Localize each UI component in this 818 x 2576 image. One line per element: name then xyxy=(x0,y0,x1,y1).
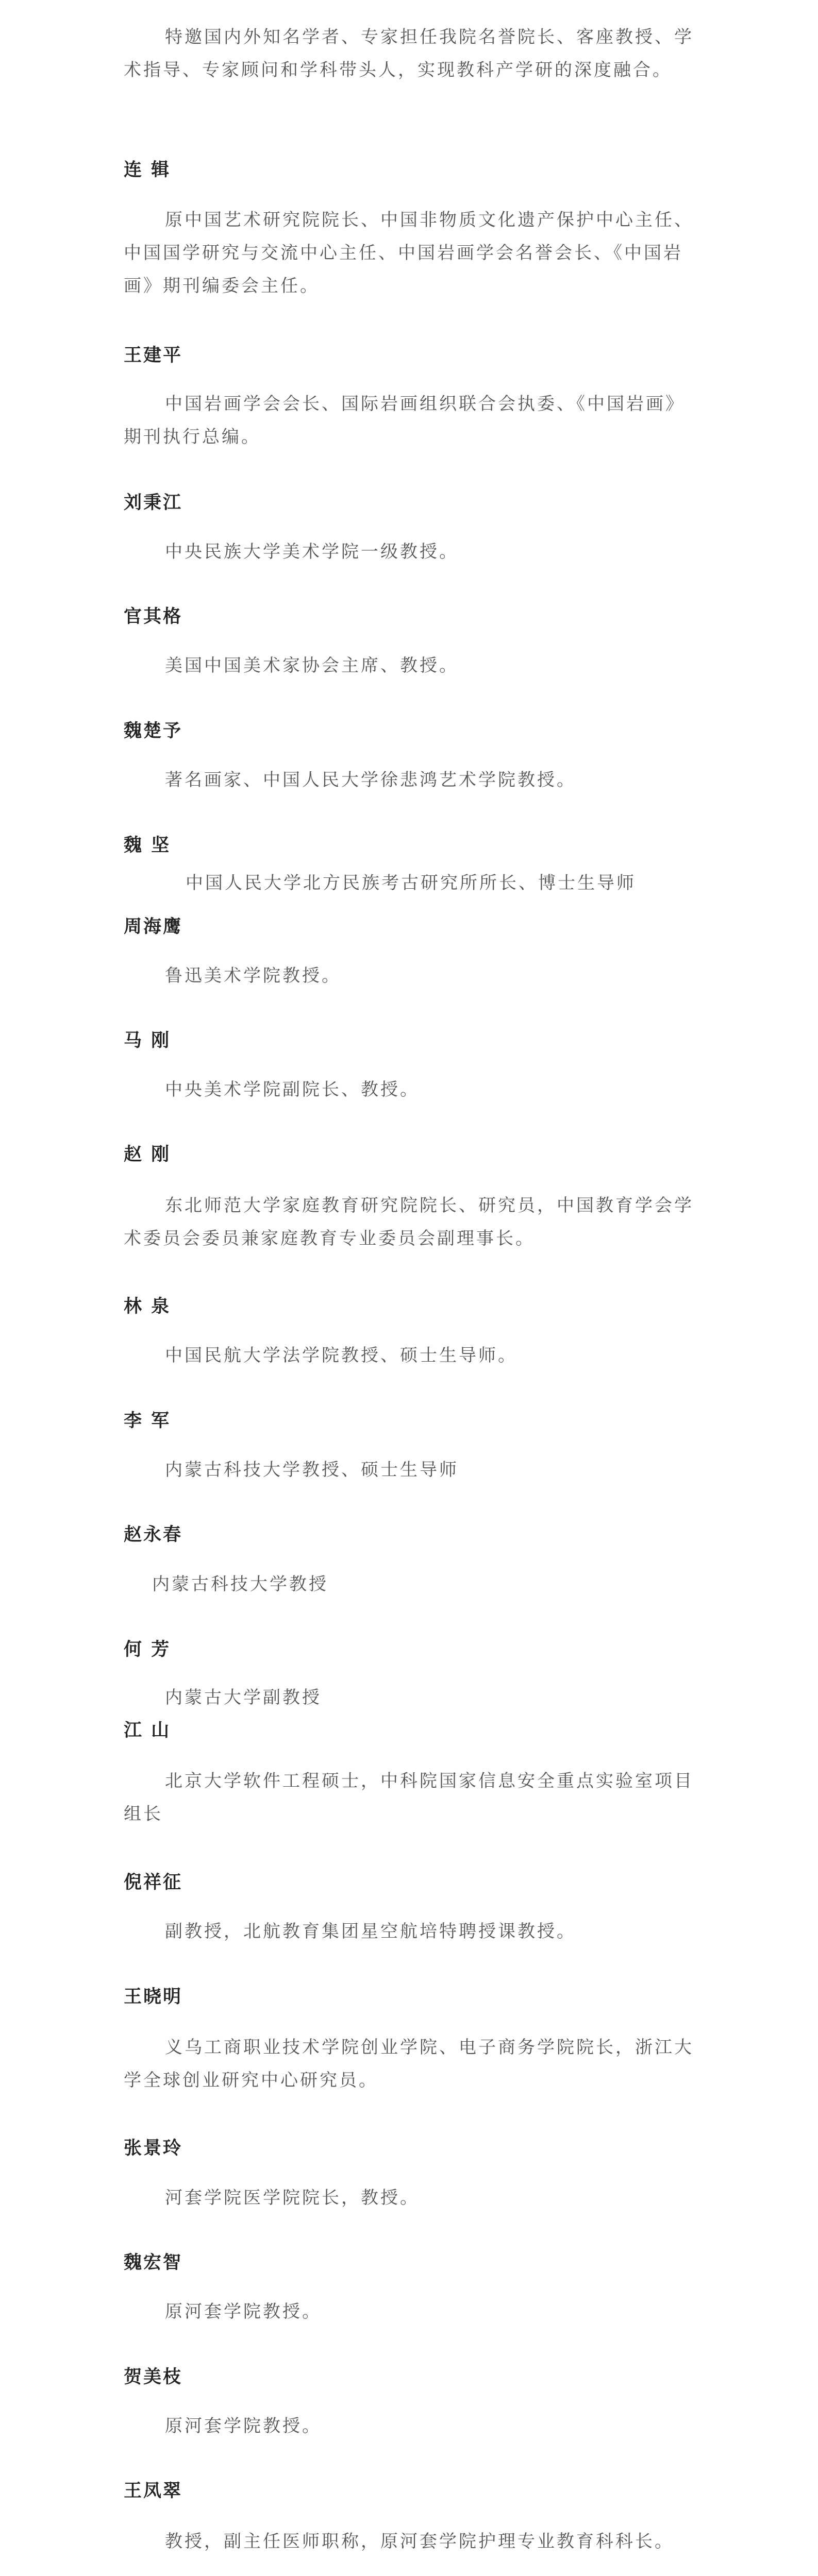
person-name: 魏宏智 xyxy=(124,2252,183,2273)
person-description: 中央民族大学美术学院一级教授。 xyxy=(165,541,459,562)
person-description: 内蒙古科技大学教授 xyxy=(152,1574,328,1595)
person-description: 原中国艺术研究院院长、中国非物质文化遗产保护中心主任、中国国学研究与交流中心主任、中国岩画学会名誉会长、《中国岩画》期刊编委会主任。 xyxy=(124,210,694,296)
person-description: 鲁迅美术学院教授。 xyxy=(165,965,341,986)
person-description: 美国中国美术家协会主席、教授。 xyxy=(165,655,459,676)
person-description: 原河套学院教授。 xyxy=(165,2301,322,2322)
person-description: 中国民航大学法学院教授、硕士生导师。 xyxy=(165,1345,517,1366)
person-description: 中国人民大学北方民族考古研究所所长、博士生导师 xyxy=(186,873,636,893)
person-description: 内蒙古科技大学教授、硕士生导师 xyxy=(165,1460,459,1480)
person-description: 内蒙古大学副教授 xyxy=(165,1687,322,1708)
person-name: 何 芳 xyxy=(124,1639,171,1660)
person-name: 江 山 xyxy=(124,1720,171,1741)
person-name: 官其格 xyxy=(124,606,183,627)
person-description: 义乌工商职业技术学院创业学院、电子商务学院院长，浙江大学全球创业研究中心研究员。 xyxy=(124,2037,694,2091)
person-name: 王建平 xyxy=(124,345,183,366)
person-description: 教授，副主任医师职称，原河套学院护理专业教育科科长。 xyxy=(165,2531,674,2552)
person-description: 中央美术学院副院长、教授。 xyxy=(165,1079,420,1100)
person-name: 贺美枝 xyxy=(124,2367,183,2387)
person-name: 赵永春 xyxy=(124,1524,183,1545)
person-name: 林 泉 xyxy=(124,1296,171,1317)
person-name: 连 辑 xyxy=(124,160,171,180)
person-name: 王晓明 xyxy=(124,1987,183,2007)
person-name: 李 军 xyxy=(124,1411,171,1431)
person-name: 魏 坚 xyxy=(124,835,171,856)
person-name: 马 刚 xyxy=(124,1030,171,1051)
person-name: 倪祥征 xyxy=(124,1872,183,1893)
person-name: 赵 刚 xyxy=(124,1144,171,1165)
person-name: 王凤翠 xyxy=(124,2481,183,2501)
person-description: 副教授，北航教育集团星空航培特聘授课教授。 xyxy=(165,1921,576,1942)
person-description: 中国岩画学会会长、国际岩画组织联合会执委、《中国岩画》期刊执行总编。 xyxy=(124,394,685,447)
person-description: 河套学院医学院院长，教授。 xyxy=(165,2188,420,2208)
person-name: 张景玲 xyxy=(124,2138,183,2159)
person-description: 东北师范大学家庭教育研究院院长、研究员，中国教育学会学术委员会委员兼家庭教育专业委员会副理事长。 xyxy=(124,1195,694,1249)
person-name: 魏楚予 xyxy=(124,721,183,741)
intro-paragraph: 特邀国内外知名学者、专家担任我院名誉院长、客座教授、学术指导、专家顾问和学科带头人，实现教科产学研的深度融合。 xyxy=(124,27,694,80)
person-description: 北京大学软件工程硕士，中科院国家信息安全重点实验室项目组长 xyxy=(124,1771,694,1824)
person-name: 周海鹰 xyxy=(124,917,183,937)
person-name: 刘秉江 xyxy=(124,493,183,513)
person-description: 原河套学院教授。 xyxy=(165,2416,322,2436)
person-description: 著名画家、中国人民大学徐悲鸿艺术学院教授。 xyxy=(165,770,576,790)
